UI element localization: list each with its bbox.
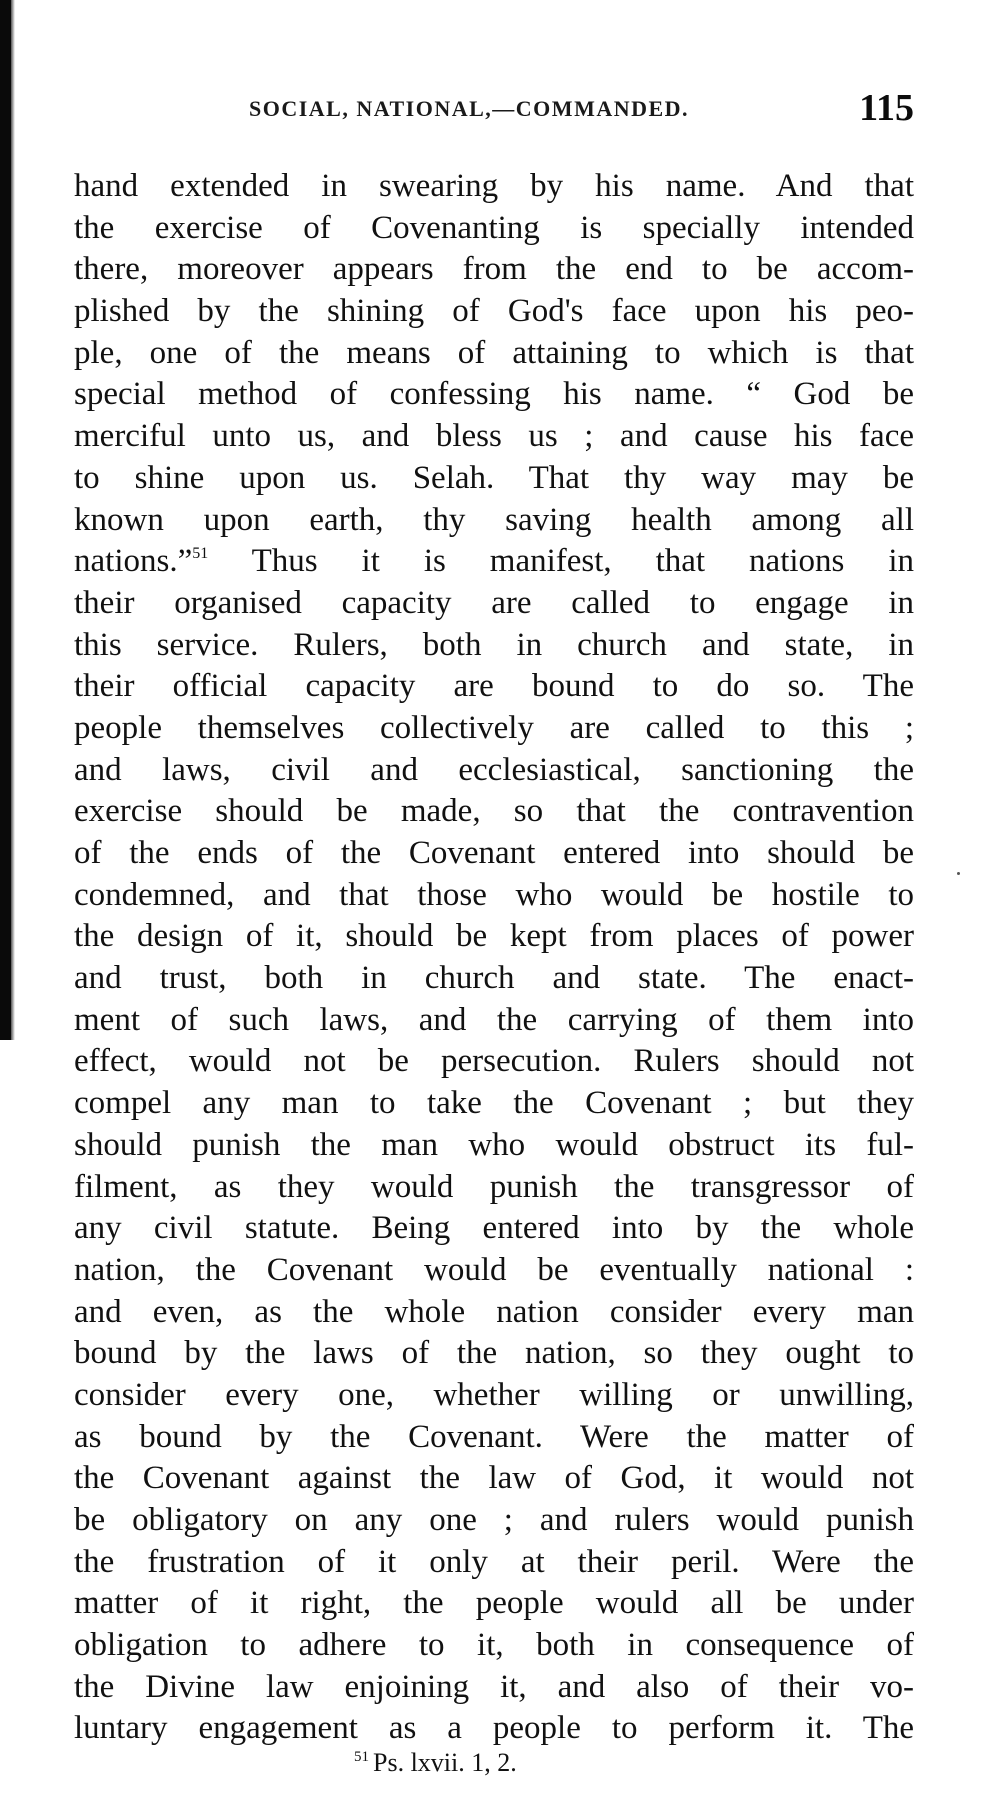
text-line: and laws, civil and ecclesiastical, sanctioning the: [74, 751, 914, 788]
text-line: consider every one, whether willing or unwilling,: [74, 1376, 914, 1413]
page-header: [74, 86, 914, 136]
text-line: as bound by the Covenant. Were the matter of: [74, 1418, 914, 1455]
text-line: and trust, both in church and state. The enact-: [74, 960, 914, 997]
text-line: compel any man to take the Covenant ; but they: [74, 1085, 914, 1122]
paper-speck: [957, 872, 960, 875]
text-line: there, moreover appears from the end to be accom-: [74, 251, 914, 288]
text-line: the exercise of Covenanting is specially intended: [74, 209, 914, 246]
text-line: merciful unto us, and bless us ; and cause his face: [74, 418, 914, 455]
text-line: any civil statute. Being entered into by the whole: [74, 1210, 914, 1247]
text-line: nation, the Covenant would be eventually national :: [74, 1251, 914, 1288]
text-line: of the ends of the Covenant entered into should be: [74, 835, 914, 871]
text-line: people themselves collectively are called to this ;: [74, 709, 914, 746]
page-binding-shadow: [0, 0, 11, 1040]
text-line: filment, as they would punish the transgressor of: [74, 1168, 914, 1205]
text-line: exercise should be made, so that the contravention: [74, 793, 914, 830]
footnote-number: 51: [354, 1749, 369, 1765]
text-line: bound by the laws of the nation, so they ought to: [74, 1335, 914, 1372]
text-line: effect, would not be persecution. Rulers should not: [74, 1043, 914, 1080]
text-line: luntary engagement as a people to perform it. The: [74, 1710, 914, 1747]
text-line: condemned, and that those who would be hostile to: [74, 876, 914, 913]
text-continuation: Thus it is manifest, that nations in: [208, 543, 914, 580]
text-line: ment of such laws, and the carrying of them into: [74, 1001, 914, 1038]
text-line: their organised capacity are called to engage in: [74, 584, 914, 621]
footnote: [354, 1748, 517, 1778]
text-line: obligation to adhere to it, both in consequence of: [74, 1627, 914, 1664]
text-line: should punish the man who would obstruct its ful-: [74, 1126, 914, 1163]
text-line: and even, as the whole nation consider every man: [74, 1293, 914, 1330]
text-line: the frustration of it only at their peril. Were the: [74, 1543, 914, 1580]
footnote-reference: 51: [192, 545, 209, 563]
text-line: ple, one of the means of attaining to which is that: [74, 334, 914, 371]
body-text: [74, 166, 914, 1750]
quote-end: nations.”: [74, 543, 193, 580]
text-line: the Covenant against the law of God, it would not: [74, 1460, 914, 1497]
text-line: to shine upon us. Selah. That thy way may be: [74, 459, 914, 496]
text-line: be obligatory on any one ; and rulers would punish: [74, 1502, 914, 1538]
page-number: 115: [859, 87, 914, 129]
text-line: special method of confessing his name. “ God be: [74, 376, 914, 413]
text-line: their official capacity are bound to do so. The: [74, 668, 914, 705]
footnote-text: Ps. lxvii. 1, 2.: [373, 1748, 517, 1777]
text-line: the Divine law enjoining it, and also of their vo-: [74, 1668, 914, 1705]
text-line: known upon earth, thy saving health among all: [74, 501, 914, 538]
text-line: hand extended in swearing by his name. And that: [74, 168, 914, 204]
text-line: matter of it right, the people would all be under: [74, 1585, 914, 1622]
text-line: the design of it, should be kept from places of power: [74, 918, 914, 955]
text-line: this service. Rulers, both in church and state, in: [74, 626, 914, 663]
running-title: SOCIAL, NATIONAL,—COMMANDED.: [249, 96, 690, 121]
text-line: plished by the shining of God's face upon his peo-: [74, 293, 914, 330]
text-line-with-note: [74, 541, 914, 583]
